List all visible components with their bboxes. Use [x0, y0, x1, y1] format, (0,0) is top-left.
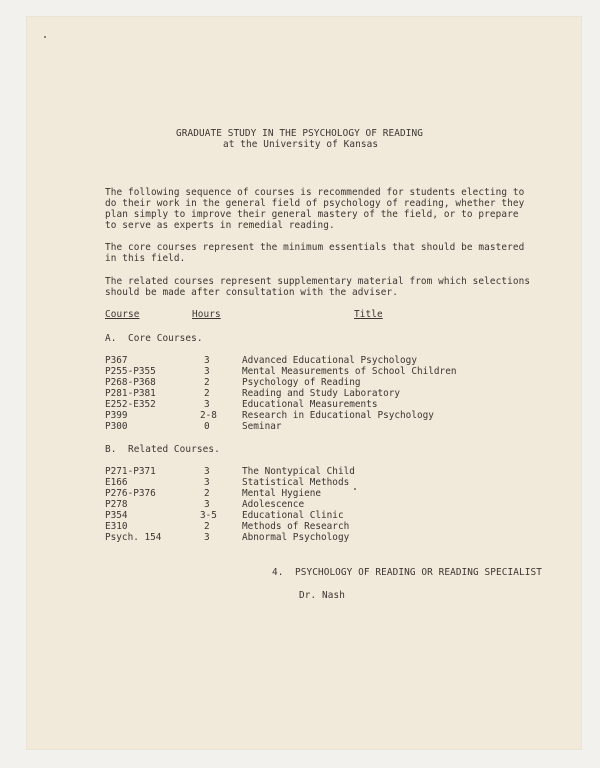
- advisor-name: Dr. Nash: [299, 590, 345, 601]
- paper-speck: [44, 36, 46, 38]
- course-title: Mental Measurements of School Children: [242, 366, 457, 377]
- course-hours: 3-5: [200, 510, 217, 521]
- course-title: Reading and Study Laboratory: [242, 388, 401, 399]
- course-title: Psychology of Reading: [242, 377, 361, 388]
- course-title: Mental Hygiene: [242, 488, 322, 499]
- column-header-hours: Hours: [192, 309, 221, 320]
- course-title: Research in Educational Psychology: [242, 410, 434, 421]
- course-code: E166: [105, 477, 128, 488]
- course-code: P354: [105, 510, 128, 521]
- course-hours: 2: [204, 388, 210, 399]
- course-hours: 2: [204, 521, 210, 532]
- document-page: [26, 16, 582, 750]
- course-code: P276-P376: [105, 488, 156, 499]
- course-code: P399: [105, 410, 128, 421]
- section-heading-core: A. Core Courses.: [105, 333, 203, 344]
- paragraph-line: The core courses represent the minimum essentials that should be mastered: [105, 242, 525, 253]
- course-code: P281-P381: [105, 388, 156, 399]
- paragraph-line: plan simply to improve their general mastery of the field, or to prepare: [105, 209, 519, 220]
- course-code: E310: [105, 521, 128, 532]
- course-hours: 2: [204, 377, 210, 388]
- table-row: [26, 421, 582, 433]
- course-code: P278: [105, 499, 128, 510]
- course-code: Psych. 154: [105, 532, 162, 543]
- course-code: P255-P355: [105, 366, 156, 377]
- paper-speck: [354, 488, 356, 490]
- course-hours: 3: [204, 477, 210, 488]
- course-title: Seminar: [242, 421, 282, 432]
- course-code: P268-P368: [105, 377, 156, 388]
- course-hours: 3: [204, 532, 210, 543]
- document-title: GRADUATE STUDY IN THE PSYCHOLOGY OF READING: [176, 128, 424, 139]
- document-subtitle: at the University of Kansas: [223, 139, 379, 150]
- table-row: [26, 532, 582, 544]
- paragraph-line: The following sequence of courses is recommended for students electing to: [105, 187, 525, 198]
- course-code: P367: [105, 355, 128, 366]
- course-hours: 2: [204, 488, 210, 499]
- paragraph-line: should be made after consultation with the adviser.: [105, 287, 398, 298]
- course-title: Abnormal Psychology: [242, 532, 350, 543]
- course-title: Statistical Methods: [242, 477, 350, 488]
- course-hours: 3: [204, 355, 210, 366]
- course-title: Educational Clinic: [242, 510, 344, 521]
- column-header-title: Title: [354, 309, 383, 320]
- course-hours: 3: [204, 499, 210, 510]
- course-code: P300: [105, 421, 128, 432]
- specialization-label: 4. PSYCHOLOGY OF READING OR READING SPECIALIST: [272, 567, 542, 578]
- course-hours: 3: [204, 466, 210, 477]
- course-title: Adolescence: [242, 499, 305, 510]
- paragraph-line: The related courses represent supplementary material from which selections: [105, 276, 531, 287]
- course-code: E252-E352: [105, 399, 156, 410]
- course-hours: 2-8: [200, 410, 217, 421]
- paragraph-line: to serve as experts in remedial reading.: [105, 220, 335, 231]
- course-hours: 0: [204, 421, 210, 432]
- course-title: Methods of Research: [242, 521, 350, 532]
- paragraph-line: do their work in the general field of psychology of reading, whether they: [105, 198, 525, 209]
- paragraph-line: in this field.: [105, 253, 186, 264]
- section-heading-related: B. Related Courses.: [105, 444, 220, 455]
- column-header-course: Course: [105, 309, 140, 320]
- course-title: The Nontypical Child: [242, 466, 355, 477]
- course-title: Educational Measurements: [242, 399, 378, 410]
- course-title: Advanced Educational Psychology: [242, 355, 417, 366]
- course-code: P271-P371: [105, 466, 156, 477]
- course-hours: 3: [204, 366, 210, 377]
- course-hours: 3: [204, 399, 210, 410]
